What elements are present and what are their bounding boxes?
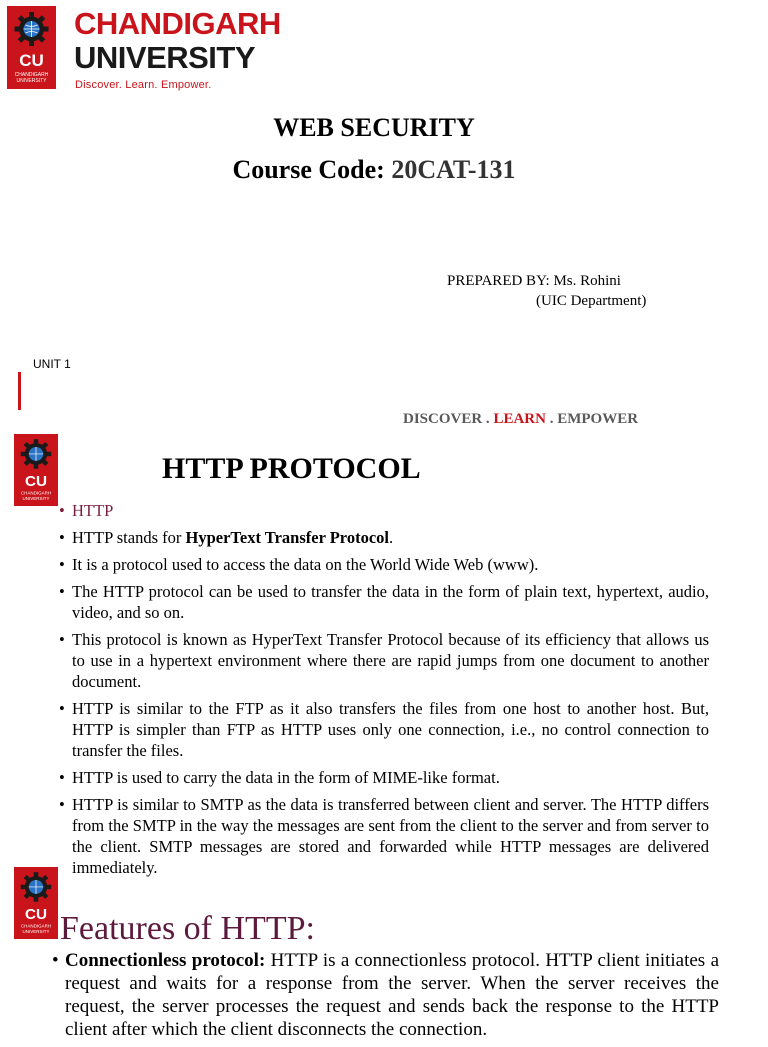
bullet-item: • Connectionless protocol: HTTP is a connectionless protocol. HTTP client initiates a request and waits for a response from the server. When the server receives the request, the server processes the request and sends back the response to the HTTP client after which the client disconnects the connection. [52,949,719,1041]
bullet-list [52,949,719,1047]
bullet-item: • HTTP is similar to SMTP as the data is transferred between client and server. The HTTP differs from the SMTP in the way the messages are sent from the client to the server and from server to the client. SMTP messages are stored and forwarded while HTTP messages are delivered immediately. [59,794,709,878]
course-code [0,155,748,185]
unit-label: UNIT 1 [33,357,71,371]
motto-learn: LEARN [493,411,546,427]
university-logo [7,6,56,89]
svg-text:CU: CU [19,51,44,70]
bullet-item: • This protocol is known as HyperText Transfer Protocol because of its efficiency that allows us to use in a hypertext environment where there are rapid jumps from one document to another document. [59,629,709,692]
svg-text:CHANDIGARH: CHANDIGARH [14,72,49,78]
svg-text:UNIVERSITY: UNIVERSITY [16,78,47,84]
bullet-item: • HTTP is similar to the FTP as it also transfers the files from one host to another host. But, HTTP is simpler than FTP as HTTP uses only one connection, i.e., no control connection to transfer the files. [59,698,709,761]
slide-title: HTTP PROTOCOL [162,452,421,485]
motto [403,411,638,428]
cu-gear-globe-logo-icon [7,6,56,89]
bullet-item: • HTTP stands for HyperText Transfer Protocol. [59,527,709,548]
course-code-label: Course Code: [232,155,392,184]
brand-tagline: Discover. Learn. Empower. [75,79,212,91]
svg-text:UNIVERSITY: UNIVERSITY [22,928,50,934]
department: (UIC Department) [536,293,647,309]
slide3-logo [14,867,58,939]
cu-gear-globe-logo-icon [14,434,58,506]
brand-name-line1: CHANDIGARH [74,6,281,41]
svg-text:UNIVERSITY: UNIVERSITY [22,495,50,501]
course-code-value: 20CAT-131 [391,155,516,184]
svg-text:CU: CU [24,473,48,490]
bullet-item: • HTTP [59,500,709,521]
course-title: WEB SECURITY [273,113,475,142]
accent-bar [18,372,21,410]
prepared-name: : Ms. Rohini [545,273,621,289]
svg-text:CHANDIGARH: CHANDIGARH [20,490,52,496]
bullet-item: • HTTP is used to carry the data in the form of MIME-like format. [59,767,709,788]
svg-text:CU: CU [24,906,48,923]
brand-name-line2: UNIVERSITY [74,40,256,75]
prepared-by [447,273,621,290]
svg-text:CHANDIGARH: CHANDIGARH [20,923,52,929]
prepared-label: PREPARED BY [447,273,546,289]
bullet-item: • It is a protocol used to access the data on the World Wide Web (www). [59,554,709,575]
slide-title: Features of HTTP: [60,910,315,947]
slide2-logo [14,434,58,506]
cu-gear-globe-logo-icon [14,867,58,939]
motto-empower: . EMPOWER [545,411,639,427]
bullet-list [59,500,709,877]
motto-discover: DISCOVER . [403,411,494,427]
bullet-item: • The HTTP protocol can be used to transfer the data in the form of plain text, hypertext, audio, video, and so on. [59,581,709,623]
